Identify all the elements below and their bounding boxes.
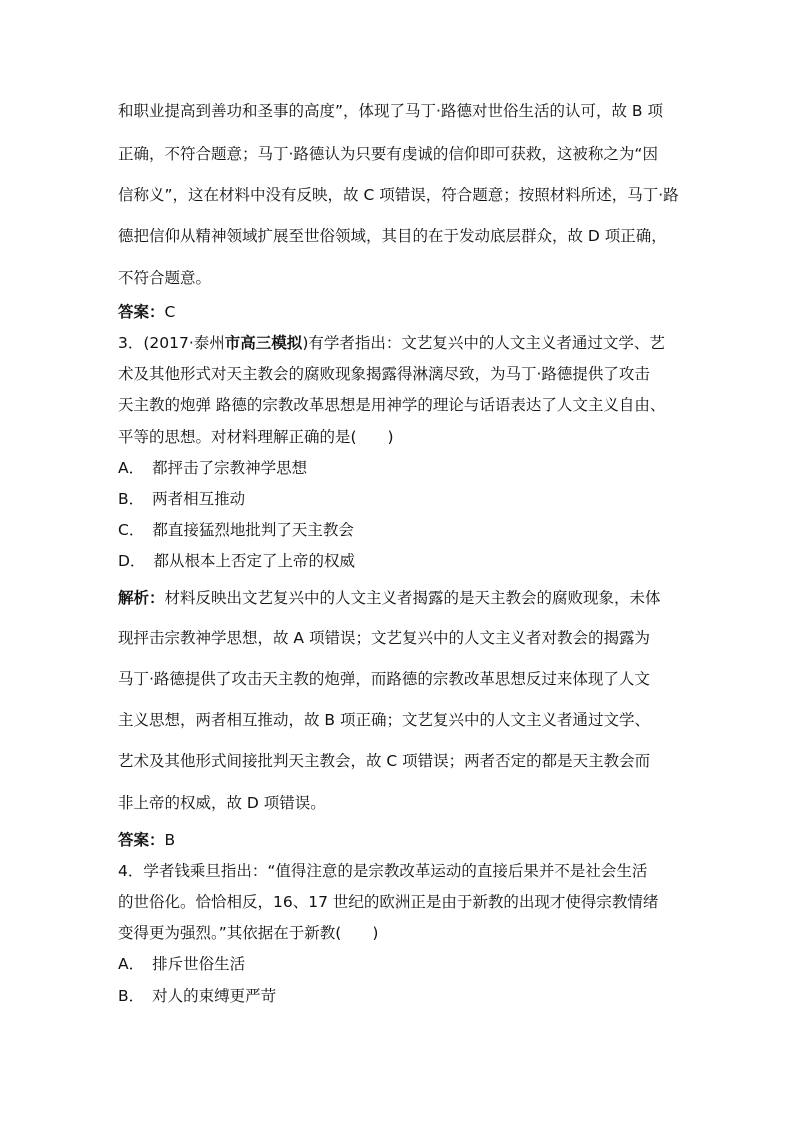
analysis-line: 马丁·路德提供了攻击天主教的炮弹，而路德的宗教改革思想反过来体现了人文 <box>118 670 650 688</box>
analysis-line: 非上帝的权威，故 D 项错误。 <box>118 794 326 812</box>
analysis-first-line: 解析：材料反映出文艺复兴中的人文主义者揭露的是天主教会的腐败现象，未体 <box>118 589 661 607</box>
question-number: 3． <box>118 334 144 352</box>
analysis-label: 解析： <box>118 589 165 607</box>
option-b: B． 对人的束缚更严苛 <box>118 987 277 1005</box>
question-stem-line: 术及其他形式对天主教会的腐败现象揭露得淋漓尽致，为马丁·路德提供了攻击 <box>118 365 650 383</box>
answer-value: C <box>164 303 176 321</box>
answer-line <box>118 830 175 850</box>
option-a: A． 排斥世俗生活 <box>118 955 246 973</box>
answer-label: 答案： <box>118 831 165 849</box>
question-stem-line: 变得更为强烈。”其依据在于新教( ) <box>118 924 379 942</box>
analysis-line: 正确，不符合题意；马丁·路德认为只要有虔诚的信仰即可获救，这被称之为“因 <box>118 145 658 163</box>
analysis-line: 艺术及其他形式间接批判天主教会，故 C 项错误；两者否定的都是天主教会而 <box>118 752 651 770</box>
question-stem: 3．(2017·泰州市高三模拟)有学者指出：文艺复兴中的人文主义者通过文学、艺 <box>118 334 665 352</box>
analysis-line: 现抨击宗教神学思想，故 A 项错误；文艺复兴中的人文主义者对教会的揭露为 <box>118 629 650 647</box>
question-number: 4． <box>118 862 144 880</box>
analysis-line: 和职业提高到善功和圣事的高度”，体现了马丁·路德对世俗生活的认可，故 B 项 <box>118 102 663 120</box>
analysis-line: 德把信仰从精神领域扩展至世俗领域，其目的在于发动底层群众，故 D 项正确， <box>118 227 667 245</box>
question-stem-line: 天主教的炮弹 路德的宗教改革思想是用神学的理论与话语表达了人文主义自由、 <box>118 396 666 414</box>
analysis-line: 不符合题意。 <box>118 269 212 287</box>
question-source-bold: 市高三模拟 <box>224 334 303 352</box>
option-d: D． 都从根本上否定了上帝的权威 <box>118 552 355 570</box>
answer-line <box>118 302 175 322</box>
option-a: A． 都抨击了宗教神学思想 <box>118 459 308 477</box>
question-stem-line: 的世俗化。恰恰相反，16、17 世纪的欧洲正是由于新教的出现才使得宗教情绪 <box>118 893 659 911</box>
option-c: C． 都直接猛烈地批判了天主教会 <box>118 521 354 539</box>
question-stem: 4．学者钱乘旦指出：“值得注意的是宗教改革运动的直接后果并不是社会生活 <box>118 862 648 880</box>
question-source: (2017·泰州 <box>143 334 225 352</box>
analysis-line: 主义思想，两者相互推动，故 B 项正确；文艺复兴中的人文主义者通过文学、 <box>118 711 650 729</box>
question-stem-line: 平等的思想。对材料理解正确的是( ) <box>118 428 394 446</box>
analysis-line: 信称义”，这在材料中没有反映，故 C 项错误，符合题意；按照材料所述，马丁·路 <box>118 186 679 204</box>
answer-label: 答案： <box>118 303 165 321</box>
option-b: B． 两者相互推动 <box>118 490 246 508</box>
answer-value: B <box>164 831 176 849</box>
